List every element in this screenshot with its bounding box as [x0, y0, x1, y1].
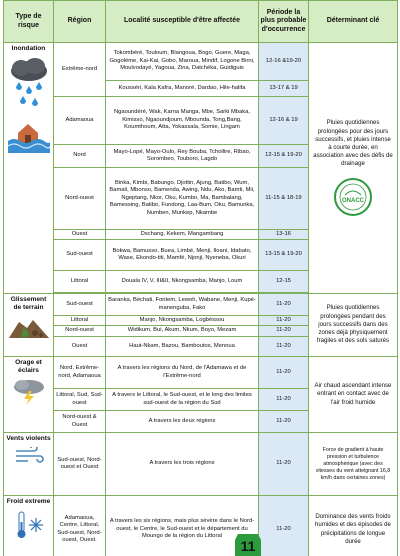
locality-cell: Tokombéré, Touloum, Blangoua, Bogo, Guere, Maga, Gogoléme, Kai-Kai, Gobo, Maroua, Mindif, Logone Birni, Moulvodayé, Yagoua, Zina, Datchéka, Guidiguis [106, 43, 259, 81]
region-cell: Adamaoua [54, 97, 106, 145]
risk-table [3, 0, 398, 556]
period-cell: 11-20 [259, 326, 309, 337]
period-cell: 11-20 [259, 433, 309, 496]
flooded-house-icon [8, 119, 50, 153]
period-cell: 11-15 & 18-19 [259, 168, 309, 230]
risk-label: Froid extreme [6, 498, 51, 505]
locality-cell: Haut-Nkam, Bazou, Bamboutos, Menoua [106, 337, 259, 357]
period-cell: 13-15 & 19-20 [259, 240, 309, 271]
risk-label: Inondation [11, 45, 46, 52]
risk-cell-inondation [4, 43, 54, 294]
page-number-badge-icon [235, 534, 261, 556]
period-cell: 13-17 & 19 [259, 81, 309, 97]
period-cell: 11-20 [259, 389, 309, 411]
region-cell: Adamaoua, Centre, Littoral, Sud-ouest, Nord-ouest, Ouest. [54, 496, 106, 556]
table-row [4, 496, 398, 556]
locality-cell: A travers les six régions, mais plus sévère dans le Nord-ouest, le Centre, le Sud-ouest et le département du Moungo de la région du Littoral [106, 496, 259, 556]
period-cell: 11-20 [259, 411, 309, 433]
determinant-cell-inondation [309, 43, 398, 294]
period-cell: 11-20 [259, 357, 309, 389]
header-type: Type de risque [4, 1, 54, 43]
period-cell: 11-20 [259, 496, 309, 556]
header-locality: Localité susceptible d'être affectée [106, 1, 259, 43]
region-cell: Nord-ouest [54, 168, 106, 230]
period-cell: 11-20 [259, 337, 309, 357]
risk-cell-vents [4, 433, 54, 496]
region-cell: Sud-ouest [54, 240, 106, 271]
locality-cell: A travers les régions du Nord, de l'Adamawa et de l'Extrême-nord [106, 357, 259, 389]
region-cell: Ouest [54, 230, 106, 240]
rain-cloud-icon [8, 57, 50, 115]
snow-thermometer-icon [14, 510, 44, 540]
region-cell: Nord-ouest [54, 326, 106, 337]
header-determinant: Déterminant clé [309, 1, 398, 43]
risk-cell-froid [4, 496, 54, 556]
region-cell: Nord [54, 145, 106, 168]
table-header-row [4, 1, 398, 43]
locality-cell: A travers les trois régions [106, 433, 259, 496]
period-cell: 12-15 & 19-20 [259, 145, 309, 168]
region-cell: Nord-ouest & Ouest [54, 411, 106, 433]
locality-cell: Bokwa, Bamusso, Buea, Limbé, Menji, Iloani, Idabato, Wase, Ekondo-titi, Mamfé, Njonji, Nyeneba, Okuri [106, 240, 259, 271]
table-row [4, 294, 398, 316]
region-cell: Littoral [54, 271, 106, 293]
locality-cell: Douala IV, V, III&II, Nkongsamba, Manjo, Loum [106, 271, 259, 293]
period-cell: 12-16 & 19 [259, 97, 309, 145]
risk-cell-glissement [4, 294, 54, 357]
region-cell: Nord, Extrême-nord, Adamaoua [54, 357, 106, 389]
locality-cell: Baranka, Béchati, Fontem, Lewoh, Wabane, Menji, Kupé-manenguba, Fako [106, 294, 259, 316]
risk-label: Glissement de terrain [10, 296, 47, 311]
locality-cell: Manjo, Nkongsamba, Logbéssou [106, 316, 259, 326]
region-cell: Sud-ouest, Nord-ouest et Ouest [54, 433, 106, 496]
locality-cell: Dschang, Kekem, Mangambang [106, 230, 259, 240]
determinant-cell-orage: Air chaud ascendant intense entrant en contact avec de l'air froid humide [309, 357, 398, 433]
period-cell: 11-20 [259, 294, 309, 316]
locality-cell: A travers les deux régions [106, 411, 259, 433]
region-cell: Sud-ouest [54, 294, 106, 316]
locality-cell: Ngaoundéré, Wak, Karna Manga, Mbe, Sarki Mbaka, Kimisso, Ngaoundjoum, Mbounda, Tong,Bang, Koumthoum, Atta, Yokassala, Somie, Lingam [106, 97, 259, 145]
landslide-icon [9, 316, 49, 338]
risk-cell-orage [4, 357, 54, 433]
header-region: Région [54, 1, 106, 43]
table-row [4, 43, 398, 81]
table-row [4, 433, 398, 496]
determinant-text: Pluies quotidiennes prolongées pour des jours successifs, et pluies intense à courte durée, en association avec des défis de drainage [313, 119, 393, 168]
page-number: 11 [240, 538, 256, 554]
period-cell: 13-16 [259, 230, 309, 240]
locality-cell: Kousséri, Kala Kafra, Manoré, Dardao, Hile-halifa [106, 81, 259, 97]
risk-label: Vents violents [6, 435, 51, 442]
determinant-cell-glissement: Pluies quotidiennes prolongées pendant des jours successifs dans des zones déjà physiquement fragiles et des sols saturés [309, 294, 398, 357]
onacc-seal-icon [333, 177, 373, 217]
region-cell: Littoral, Sud, Sud-ouest [54, 389, 106, 411]
region-cell: Extrême-nord [54, 43, 106, 97]
locality-cell: Widikum, Bui, Akum, Nkum, Boyo, Mezam [106, 326, 259, 337]
region-cell: Littoral [54, 316, 106, 326]
period-cell: 12-16 &19-20 [259, 43, 309, 81]
table-row [4, 357, 398, 389]
period-cell: 12-15 [259, 271, 309, 293]
period-cell: 11-20 [259, 316, 309, 326]
risk-label: Orage et éclairs [15, 359, 42, 374]
locality-cell: Binka, Kimbi, Babungo, Djottin, Ajung, Batibo, Wum, Bamali, Mbonso, Bamenda, Awing, Ndu, Ako, Bamti, Mii, Ngeptang, Nkor, Oku, Kumbo, Ma, Bambalang, Bamessing, Batibo, Fundong, Laa-Bum, Oku, Bamunka, Numben, Munkep, Nkambe [106, 168, 259, 230]
determinant-cell-vents: Force de gradient à haute pression et turbulence atmosphérique (avec des vitesses du vent atteignant 16,8 km/h dans certaines zones) [309, 433, 398, 496]
risk-page [3, 0, 397, 556]
lightning-storm-icon [11, 379, 47, 405]
locality-cell: A travers le Littoral, le Sud-ouest, et le long des limites sud-ouest de la région du Sud [106, 389, 259, 411]
wind-icon [14, 447, 44, 463]
region-cell: Ouest [54, 337, 106, 357]
seal-text: ONACC [342, 197, 364, 204]
determinant-cell-froid: Dominance des vents froids humides et des épisodes de précipitations de longue durée [309, 496, 398, 556]
locality-cell: Mayo-Lopé, Mayo-Oulo, Rey Bouba, Tchollire, Ribao, Sorombeo, Touboro, Lagdo [106, 145, 259, 168]
header-period: Période la plus probable d'occurrence [259, 1, 309, 43]
